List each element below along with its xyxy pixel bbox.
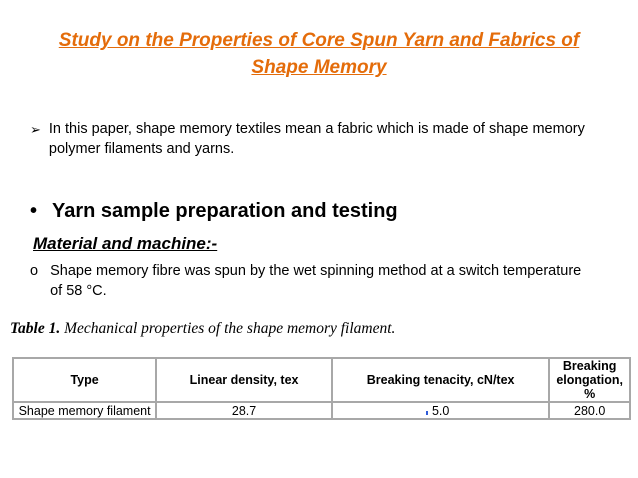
header-type: Type bbox=[13, 358, 156, 402]
table-header-row bbox=[13, 358, 630, 402]
intro-text: In this paper, shape memory textiles mean a fabric which is made of shape memory polymer filaments and yarns. bbox=[48, 121, 585, 157]
cell-linear-density: 28.7 bbox=[156, 402, 332, 419]
header-breaking-elongation: Breaking elongation, % bbox=[549, 358, 630, 402]
point-text: Shape memory fibre was spun by the wet spinning method at a switch temperature of 58 °C. bbox=[50, 263, 582, 299]
table-row bbox=[13, 402, 630, 419]
cell-type: Shape memory filament bbox=[13, 402, 156, 419]
cell-breaking-tenacity: 5.0 bbox=[332, 402, 549, 419]
table-caption-text: Mechanical properties of the shape memory filament. bbox=[64, 320, 396, 337]
arrow-bullet-icon: ➢ bbox=[30, 122, 41, 137]
section-bullet-row bbox=[30, 199, 610, 223]
subheading: Material and machine:- bbox=[33, 234, 218, 253]
point-bullet-row bbox=[30, 262, 590, 301]
dot-bullet-icon: • bbox=[30, 200, 38, 222]
circle-bullet-icon: o bbox=[30, 263, 39, 279]
table-caption bbox=[10, 320, 395, 338]
intro-bullet-row bbox=[30, 120, 600, 159]
cursor-mark bbox=[426, 411, 428, 415]
cell-breaking-elongation: 280.0 bbox=[549, 402, 630, 419]
header-breaking-tenacity: Breaking tenacity, cN/tex bbox=[332, 358, 549, 402]
properties-table bbox=[12, 357, 631, 420]
slide-title: Study on the Properties of Core Spun Yarn and Fabrics of Shape Memory bbox=[58, 30, 580, 78]
section-heading: Yarn sample preparation and testing bbox=[52, 200, 398, 222]
header-linear-density: Linear density, tex bbox=[156, 358, 332, 402]
table-caption-label: Table 1. bbox=[10, 320, 61, 337]
